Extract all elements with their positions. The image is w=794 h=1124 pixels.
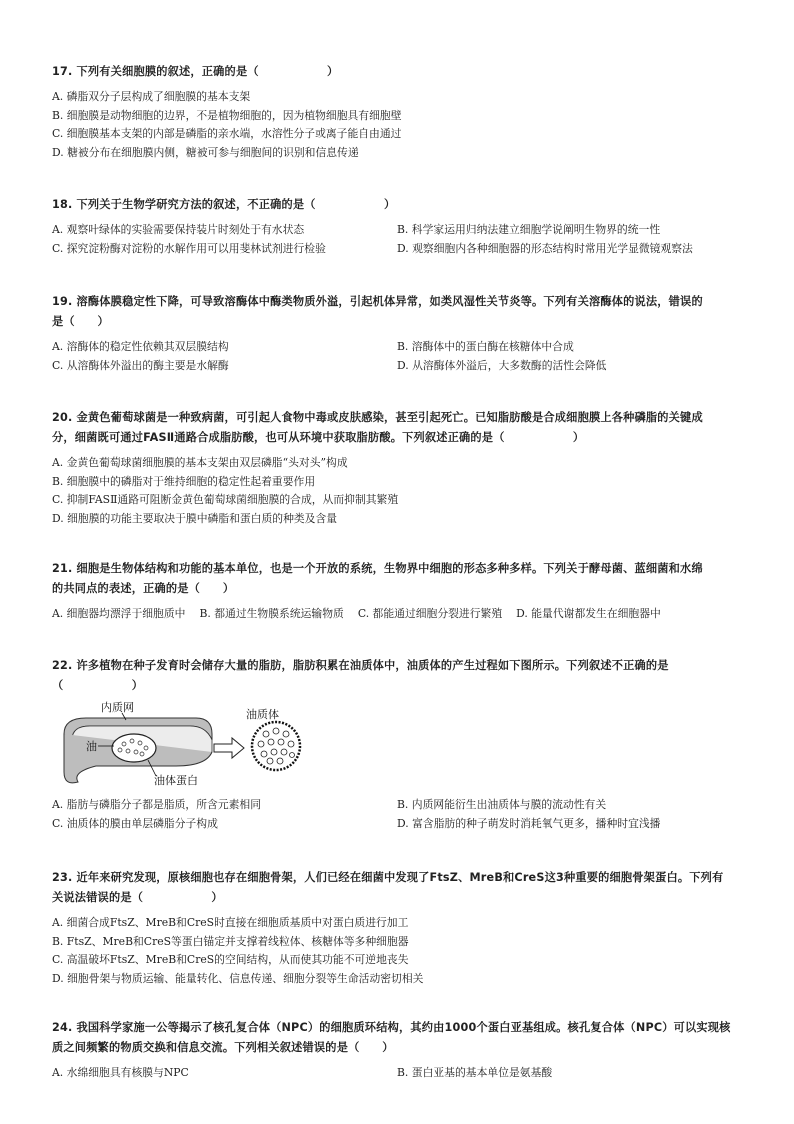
- question-stem-line-1: 22. 许多植物在种子发育时会储存大量的脂肪，脂肪积累在油质体中，油质体的产生过程如下图所示。下列叙述不正确的是: [52, 659, 669, 672]
- option-b: B. 溶酶体中的蛋白酶在核糖体中合成: [397, 340, 574, 353]
- option-a: A. 观察叶绿体的实验需要保持装片时刻处于有水状态: [52, 223, 305, 236]
- question-23: [52, 868, 742, 988]
- question-stem: 18. 下列关于生物学研究方法的叙述，不正确的是（ ）: [52, 198, 396, 211]
- option-d: D. 能量代谢都发生在细胞器中: [516, 607, 661, 620]
- question-stem-line-2: 关说法错误的是（ ）: [52, 891, 223, 904]
- arrow-icon: [214, 738, 244, 758]
- option-c: C. 细胞膜基本支架的内部是磷脂的亲水端，水溶性分子或离子能自由通过: [52, 127, 402, 140]
- option-d: D. 富含脂肪的种子萌发时消耗氧气更多，播种时宜浅播: [397, 816, 661, 830]
- question-24: [52, 1018, 742, 1083]
- question-19: [52, 292, 742, 375]
- option-a: A. 磷脂双分子层构成了细胞膜的基本支架: [52, 90, 251, 103]
- question-22-options: [52, 796, 742, 833]
- option-d: D. 细胞膜的功能主要取决于膜中磷脂和蛋白质的种类及含量: [52, 511, 338, 525]
- question-stem-line-2: 是（ ）: [52, 315, 109, 328]
- option-a: A. 细菌合成FtsZ、MreB和CreS时直接在细胞质基质中对蛋白质进行加工: [52, 916, 409, 929]
- question-stem-line-2: 分，细菌既可通过FASⅡ通路合成脂肪酸，也可从环境中获取脂肪酸。下列叙述正确的是（ ）: [52, 431, 585, 444]
- option-c: C. 抑制FASⅡ通路可阻断金黄色葡萄球菌细胞膜的合成，从而抑制其繁殖: [52, 493, 399, 506]
- question-stem-line-1: 23. 近年来研究发现，原核细胞也存在细胞骨架，人们已经在细菌中发现了FtsZ、MreB和CreS这3种重要的细胞骨架蛋白。下列有: [52, 871, 724, 884]
- question-22: [52, 656, 742, 696]
- option-a: A. 脂肪与磷脂分子都是脂质，所含元素相同: [52, 798, 262, 811]
- option-a: A. 细胞器均漂浮于细胞质中: [52, 607, 186, 620]
- question-17: [52, 62, 742, 162]
- option-c: C. 从溶酶体外溢出的酶主要是水解酶: [52, 358, 229, 372]
- option-b: B. 蛋白亚基的基本单位是氨基酸: [397, 1066, 553, 1079]
- question-20: [52, 408, 742, 528]
- question-stem-line-2: 的共同点的表述，正确的是（ ）: [52, 582, 235, 595]
- question-stem-line-1: 20. 金黄色葡萄球菌是一种致病菌，可引起人食物中毒或皮肤感染，甚至引起死亡。已知脂肪酸是合成细胞膜上各种磷脂的关键成: [52, 411, 703, 424]
- label-er: 内质网: [101, 701, 134, 714]
- oil-droplet: [112, 734, 156, 762]
- question-stem-line-1: 21. 细胞是生物体结构和功能的基本单位，也是一个开放的系统，生物界中细胞的形态多种多样。下列关于酵母菌、蓝细菌和水绵: [52, 562, 703, 575]
- option-c: C. 探究淀粉酶对淀粉的水解作用可以用斐林试剂进行检验: [52, 241, 326, 255]
- option-a: A. 水绵细胞具有核膜与NPC: [52, 1066, 189, 1079]
- option-c: C. 都能通过细胞分裂进行繁殖: [357, 607, 503, 620]
- option-a: A. 溶酶体的稳定性依赖其双层膜结构: [52, 340, 229, 353]
- option-b: B. FtsZ、MreB和CreS等蛋白锚定并支撑着线粒体、核糖体等多种细胞器: [52, 934, 409, 948]
- question-21: [52, 559, 742, 624]
- option-d: D. 观察细胞内各种细胞器的形态结构时常用光学显微镜观察法: [397, 241, 693, 255]
- option-d: D. 细胞骨架与物质运输、能量转化、信息传递、细胞分裂等生命活动密切相关: [52, 971, 424, 985]
- oil-body-formation-diagram: [56, 700, 306, 790]
- label-oil: 油: [86, 740, 97, 753]
- question-stem-line-2: （ ）: [52, 679, 144, 692]
- label-oil-body-protein: 油体蛋白: [154, 774, 198, 787]
- question-stem: 17. 下列有关细胞膜的叙述，正确的是（ ）: [52, 65, 339, 78]
- question-stem-line-1: 19. 溶酶体膜稳定性下降，可导致溶酶体中酶类物质外溢，引起机体异常，如类风湿性关节炎等。下列有关溶酶体的说法，错误的: [52, 295, 703, 308]
- option-d: D. 从溶酶体外溢后，大多数酶的活性会降低: [397, 358, 607, 372]
- option-d: D. 糖被分布在细胞膜内侧，糖被可参与细胞间的识别和信息传递: [52, 145, 359, 159]
- question-stem-line-1: 24. 我国科学家施一公等揭示了核孔复合体（NPC）的细胞质环结构，其约由1000个蛋白亚基组成。核孔复合体（NPC）可以实现核: [52, 1021, 731, 1034]
- label-oil-body: 油质体: [246, 708, 279, 721]
- option-a: A. 金黄色葡萄球菌细胞膜的基本支架由双层磷脂“头对头”构成: [52, 456, 348, 469]
- option-b: B. 细胞膜中的磷脂对于维持细胞的稳定性起着重要作用: [52, 474, 316, 488]
- option-c: C. 高温破坏FtsZ、MreB和CreS的空间结构，从而使其功能不可逆地丧失: [52, 953, 409, 966]
- question-18: [52, 195, 742, 258]
- option-c: C. 油质体的膜由单层磷脂分子构成: [52, 816, 218, 830]
- question-stem-line-2: 质之间频繁的物质交换和信息交流。下列相关叙述错误的是（ ）: [52, 1041, 394, 1054]
- option-b: B. 科学家运用归纳法建立细胞学说阐明生物界的统一性: [397, 223, 661, 236]
- option-b: B. 细胞膜是动物细胞的边界，不是植物细胞的，因为植物细胞具有细胞壁: [52, 108, 402, 122]
- option-b: B. 内质网能衍生出油质体与膜的流动性有关: [397, 798, 607, 811]
- option-b: B. 都通过生物膜系统运输物质: [199, 607, 344, 620]
